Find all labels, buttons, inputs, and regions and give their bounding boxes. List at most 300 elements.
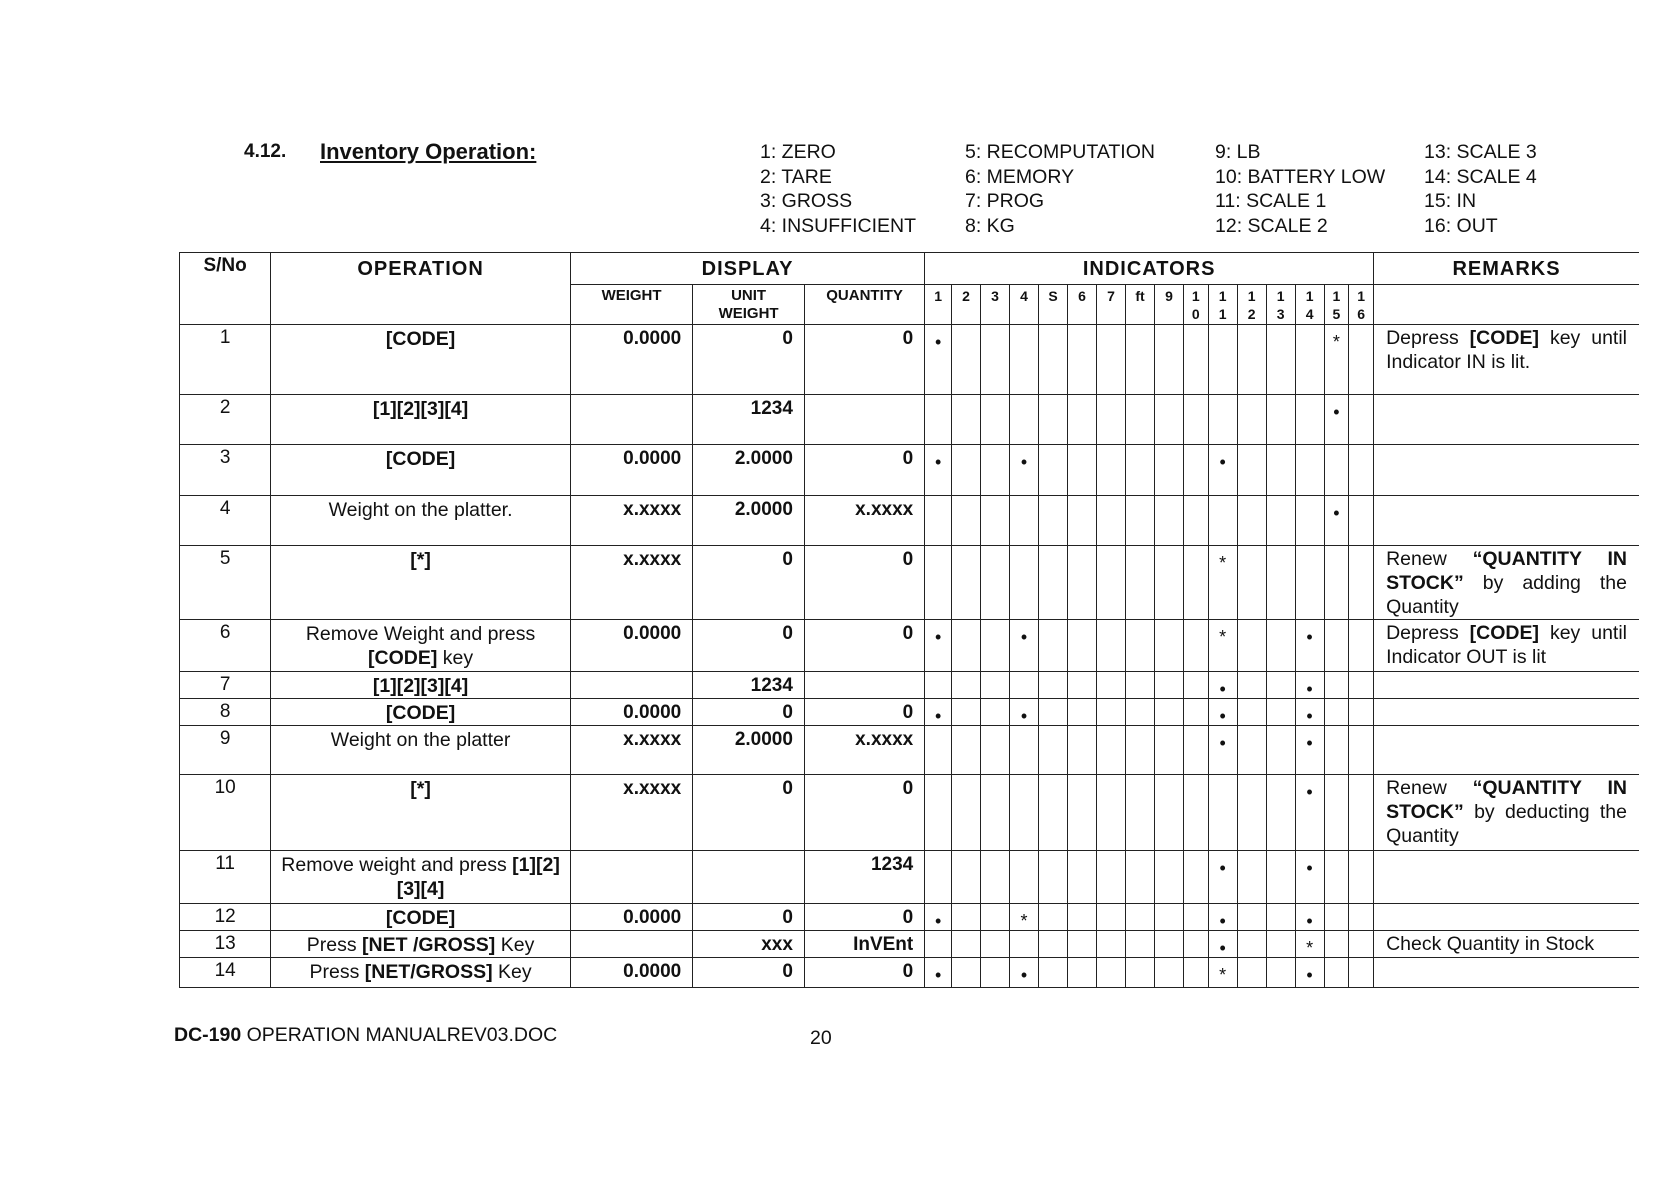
row-sno: 13 bbox=[180, 931, 271, 958]
operation-key: [1][2][3][4] bbox=[372, 675, 469, 697]
row-indicator-8 bbox=[1125, 325, 1154, 395]
row-indicator-4 bbox=[1010, 851, 1039, 904]
row-indicator-13 bbox=[1266, 445, 1295, 496]
row-display-unit: 0 bbox=[693, 546, 805, 620]
row-indicator-12 bbox=[1237, 672, 1266, 699]
header-unit-weight-line2: WEIGHT bbox=[718, 305, 779, 322]
row-indicator-5 bbox=[1039, 931, 1068, 958]
remarks-text: by deducting the Quantity bbox=[1386, 801, 1627, 847]
row-indicator-9 bbox=[1154, 546, 1183, 620]
row-indicator-15 bbox=[1324, 726, 1349, 775]
row-operation bbox=[271, 496, 571, 546]
row-indicator-14: • bbox=[1295, 726, 1324, 775]
row-indicator-15 bbox=[1324, 699, 1349, 726]
remarks-text: key until Indicator IN is lit. bbox=[1386, 327, 1628, 373]
header-indicator-digit: 6 bbox=[1357, 306, 1366, 322]
row-indicator-5 bbox=[1039, 546, 1068, 620]
row-indicator-6 bbox=[1068, 325, 1097, 395]
row-operation bbox=[271, 699, 571, 726]
row-indicator-13 bbox=[1266, 775, 1295, 851]
operation-key: [CODE] bbox=[385, 328, 456, 350]
row-remarks bbox=[1374, 325, 1639, 395]
row-indicator-3 bbox=[981, 726, 1010, 775]
row-display-qty: 0 bbox=[804, 904, 924, 931]
row-operation bbox=[271, 620, 571, 672]
row-indicator-3 bbox=[981, 445, 1010, 496]
table-row bbox=[180, 851, 1640, 904]
operation-text: Weight on the platter bbox=[330, 729, 511, 751]
legend-item: 4: INSUFFICIENT bbox=[760, 214, 917, 237]
row-indicator-5 bbox=[1039, 672, 1068, 699]
row-indicator-4: • bbox=[1010, 958, 1039, 988]
row-indicator-1 bbox=[925, 546, 952, 620]
row-indicator-6 bbox=[1068, 726, 1097, 775]
header-indicator-2 bbox=[952, 285, 981, 325]
row-indicator-15 bbox=[1324, 851, 1349, 904]
row-indicator-8 bbox=[1125, 496, 1154, 546]
row-indicator-16 bbox=[1349, 958, 1374, 988]
header-indicator-15 bbox=[1324, 285, 1349, 325]
row-display-weight: 0.0000 bbox=[570, 958, 692, 988]
row-indicator-14: • bbox=[1295, 851, 1324, 904]
legend-item: 7: PROG bbox=[965, 190, 1045, 212]
row-indicator-13 bbox=[1266, 620, 1295, 672]
row-display-qty: 0 bbox=[804, 445, 924, 496]
row-indicator-14: • bbox=[1295, 775, 1324, 851]
header-indicator-1 bbox=[925, 285, 952, 325]
row-indicator-16 bbox=[1349, 546, 1374, 620]
row-remarks bbox=[1374, 546, 1639, 620]
row-indicator-9 bbox=[1154, 672, 1183, 699]
row-indicator-9 bbox=[1154, 851, 1183, 904]
remarks-text: Renew bbox=[1386, 548, 1473, 570]
row-indicator-14: • bbox=[1295, 958, 1324, 988]
row-indicator-3 bbox=[981, 904, 1010, 931]
operation-text: Weight on the platter. bbox=[328, 499, 513, 521]
row-indicator-8 bbox=[1125, 851, 1154, 904]
row-indicator-16 bbox=[1349, 325, 1374, 395]
row-indicator-15 bbox=[1324, 775, 1349, 851]
operation-key: [CODE] bbox=[385, 448, 456, 470]
operation-key: [CODE] bbox=[368, 647, 438, 669]
header-indicator-8 bbox=[1125, 285, 1154, 325]
header-display: DISPLAY bbox=[570, 253, 924, 285]
operation-text: Remove weight and press bbox=[281, 854, 513, 876]
row-indicator-4 bbox=[1010, 325, 1039, 395]
row-indicator-9 bbox=[1154, 958, 1183, 988]
row-indicator-2 bbox=[952, 620, 981, 672]
header-indicator-14 bbox=[1295, 285, 1324, 325]
operation-key: [CODE] bbox=[385, 907, 456, 929]
row-sno: 9 bbox=[180, 726, 271, 775]
header-indicator-digit: 1 bbox=[934, 288, 943, 304]
row-indicator-2 bbox=[952, 672, 981, 699]
row-indicator-8 bbox=[1125, 931, 1154, 958]
legend-item: 10: BATTERY LOW bbox=[1215, 165, 1386, 188]
row-operation bbox=[271, 395, 571, 445]
row-indicator-5 bbox=[1039, 445, 1068, 496]
row-indicator-14: • bbox=[1295, 904, 1324, 931]
row-indicator-7 bbox=[1097, 546, 1126, 620]
row-indicator-8 bbox=[1125, 445, 1154, 496]
row-sno: 5 bbox=[180, 546, 271, 620]
row-indicator-12 bbox=[1237, 851, 1266, 904]
row-indicator-6 bbox=[1068, 851, 1097, 904]
remarks-key: “QUANTITY IN STOCK” bbox=[1386, 548, 1627, 594]
row-indicator-8 bbox=[1125, 726, 1154, 775]
legend-column-1 bbox=[760, 140, 916, 238]
row-remarks bbox=[1374, 851, 1639, 904]
row-indicator-7 bbox=[1097, 699, 1126, 726]
header-indicator-digit: 1 bbox=[1218, 306, 1227, 322]
remarks-text: Renew bbox=[1386, 777, 1473, 799]
row-indicator-7 bbox=[1097, 395, 1126, 445]
header-indicators: INDICATORS bbox=[925, 253, 1374, 285]
row-indicator-1: • bbox=[925, 445, 952, 496]
row-display-qty: InVEnt bbox=[804, 931, 924, 958]
header-indicator-digit: 9 bbox=[1165, 288, 1173, 304]
row-indicator-13 bbox=[1266, 325, 1295, 395]
operation-key: [NET /GROSS] bbox=[362, 934, 496, 956]
row-display-weight bbox=[570, 395, 692, 445]
row-indicator-1: • bbox=[925, 958, 952, 988]
header-indicator-digit: 1 bbox=[1357, 288, 1366, 304]
table-row bbox=[180, 699, 1640, 726]
header-indicator-9 bbox=[1154, 285, 1183, 325]
row-indicator-3 bbox=[981, 958, 1010, 988]
operation-key: [*] bbox=[410, 549, 431, 571]
row-indicator-3 bbox=[981, 851, 1010, 904]
row-indicator-13 bbox=[1266, 699, 1295, 726]
operation-text: Remove Weight and press bbox=[305, 623, 536, 645]
row-indicator-2 bbox=[952, 325, 981, 395]
row-indicator-12 bbox=[1237, 395, 1266, 445]
row-sno: 3 bbox=[180, 445, 271, 496]
row-indicator-10 bbox=[1183, 325, 1208, 395]
row-indicator-9 bbox=[1154, 620, 1183, 672]
remarks-text: Depress bbox=[1386, 327, 1470, 349]
table-row bbox=[180, 496, 1640, 546]
row-indicator-4: * bbox=[1010, 904, 1039, 931]
header-indicator-digit: 2 bbox=[1247, 306, 1256, 322]
row-indicator-2 bbox=[952, 726, 981, 775]
row-indicator-10 bbox=[1183, 958, 1208, 988]
header-indicator-digit: 1 bbox=[1191, 288, 1200, 304]
row-indicator-14: • bbox=[1295, 620, 1324, 672]
row-indicator-13 bbox=[1266, 496, 1295, 546]
row-sno: 2 bbox=[180, 395, 271, 445]
row-display-weight: x.xxxx bbox=[570, 775, 692, 851]
row-indicator-3 bbox=[981, 546, 1010, 620]
row-sno: 10 bbox=[180, 775, 271, 851]
table-row bbox=[180, 931, 1640, 958]
row-display-weight: 0.0000 bbox=[570, 620, 692, 672]
row-indicator-1: • bbox=[925, 325, 952, 395]
header-indicator-digit: 5 bbox=[1332, 306, 1341, 322]
row-indicator-11 bbox=[1208, 395, 1237, 445]
row-indicator-12 bbox=[1237, 931, 1266, 958]
legend-item: 8: KG bbox=[965, 214, 1015, 237]
row-indicator-1: • bbox=[925, 904, 952, 931]
row-indicator-15 bbox=[1324, 931, 1349, 958]
operation-text: Key bbox=[495, 934, 535, 956]
row-indicator-9 bbox=[1154, 496, 1183, 546]
row-indicator-9 bbox=[1154, 726, 1183, 775]
row-display-unit: 2.0000 bbox=[693, 445, 805, 496]
row-indicator-10 bbox=[1183, 851, 1208, 904]
row-display-unit: 0 bbox=[693, 775, 805, 851]
row-indicator-6 bbox=[1068, 546, 1097, 620]
footer-doc-title: OPERATION MANUALREV03.DOC bbox=[246, 1024, 558, 1046]
row-indicator-3 bbox=[981, 620, 1010, 672]
row-indicator-16 bbox=[1349, 672, 1374, 699]
row-display-unit: 0 bbox=[693, 620, 805, 672]
row-indicator-15 bbox=[1324, 546, 1349, 620]
row-indicator-11 bbox=[1208, 325, 1237, 395]
header-indicator-16 bbox=[1349, 285, 1374, 325]
row-indicator-3 bbox=[981, 699, 1010, 726]
row-indicator-13 bbox=[1266, 546, 1295, 620]
row-indicator-11: • bbox=[1208, 931, 1237, 958]
row-indicator-5 bbox=[1039, 958, 1068, 988]
remarks-text: by adding the Quantity bbox=[1386, 572, 1627, 618]
row-sno: 6 bbox=[180, 620, 271, 672]
legend-column-3 bbox=[1215, 140, 1385, 238]
operation-key: [1][2][3][4] bbox=[396, 854, 560, 900]
row-display-qty: x.xxxx bbox=[804, 726, 924, 775]
row-indicator-13 bbox=[1266, 726, 1295, 775]
row-display-unit: 2.0000 bbox=[693, 496, 805, 546]
row-indicator-2 bbox=[952, 496, 981, 546]
row-indicator-14 bbox=[1295, 546, 1324, 620]
row-indicator-10 bbox=[1183, 699, 1208, 726]
row-indicator-10 bbox=[1183, 546, 1208, 620]
row-indicator-10 bbox=[1183, 726, 1208, 775]
row-indicator-11: • bbox=[1208, 726, 1237, 775]
row-indicator-11: • bbox=[1208, 672, 1237, 699]
row-indicator-10 bbox=[1183, 620, 1208, 672]
header-indicator-digit: 3 bbox=[1276, 306, 1285, 322]
row-indicator-1 bbox=[925, 672, 952, 699]
operation-text: Key bbox=[492, 961, 532, 983]
row-operation bbox=[271, 325, 571, 395]
row-indicator-11: * bbox=[1208, 958, 1237, 988]
remarks-text: Check Quantity in Stock bbox=[1386, 933, 1595, 955]
row-indicator-6 bbox=[1068, 672, 1097, 699]
legend-item: 11: SCALE 1 bbox=[1215, 190, 1327, 212]
header-indicator-12 bbox=[1237, 285, 1266, 325]
row-indicator-5 bbox=[1039, 775, 1068, 851]
row-indicator-7 bbox=[1097, 726, 1126, 775]
row-indicator-14 bbox=[1295, 445, 1324, 496]
footer-doc-code: DC-190 bbox=[174, 1024, 242, 1046]
row-display-unit: 0 bbox=[693, 325, 805, 395]
section-number: 4.12. bbox=[244, 141, 287, 162]
row-indicator-1: • bbox=[925, 699, 952, 726]
header-indicator-digit: S bbox=[1048, 288, 1058, 304]
header-indicator-digit: 1 bbox=[1218, 288, 1227, 304]
row-indicator-6 bbox=[1068, 699, 1097, 726]
row-operation bbox=[271, 775, 571, 851]
row-remarks bbox=[1374, 775, 1639, 851]
row-indicator-5 bbox=[1039, 699, 1068, 726]
row-sno: 8 bbox=[180, 699, 271, 726]
row-indicator-1 bbox=[925, 726, 952, 775]
row-indicator-8 bbox=[1125, 699, 1154, 726]
remarks-key: [CODE] bbox=[1469, 622, 1539, 644]
row-remarks bbox=[1374, 904, 1639, 931]
row-indicator-7 bbox=[1097, 904, 1126, 931]
row-indicator-8 bbox=[1125, 395, 1154, 445]
row-indicator-8 bbox=[1125, 546, 1154, 620]
row-operation bbox=[271, 958, 571, 988]
row-indicator-4: • bbox=[1010, 699, 1039, 726]
page-number: 20 bbox=[810, 1027, 832, 1049]
row-indicator-7 bbox=[1097, 672, 1126, 699]
table-row bbox=[180, 325, 1640, 395]
row-indicator-10 bbox=[1183, 445, 1208, 496]
row-indicator-8 bbox=[1125, 904, 1154, 931]
row-indicator-14: • bbox=[1295, 672, 1324, 699]
row-indicator-11 bbox=[1208, 496, 1237, 546]
header-sno: S/No bbox=[180, 253, 271, 325]
row-indicator-6 bbox=[1068, 931, 1097, 958]
row-indicator-10 bbox=[1183, 931, 1208, 958]
legend-item: 14: SCALE 4 bbox=[1424, 165, 1537, 188]
row-indicator-15 bbox=[1324, 904, 1349, 931]
row-indicator-11: • bbox=[1208, 699, 1237, 726]
row-sno: 12 bbox=[180, 904, 271, 931]
row-remarks bbox=[1374, 958, 1639, 988]
row-indicator-14 bbox=[1295, 395, 1324, 445]
table-row bbox=[180, 620, 1640, 672]
row-display-unit: 2.0000 bbox=[693, 726, 805, 775]
legend-item: 16: OUT bbox=[1424, 214, 1498, 237]
row-indicator-3 bbox=[981, 931, 1010, 958]
row-display-unit: 1234 bbox=[693, 672, 805, 699]
row-display-qty bbox=[804, 395, 924, 445]
row-indicator-7 bbox=[1097, 958, 1126, 988]
row-indicator-10 bbox=[1183, 672, 1208, 699]
legend-item: 6: MEMORY bbox=[965, 165, 1075, 188]
row-indicator-4: • bbox=[1010, 445, 1039, 496]
row-remarks bbox=[1374, 395, 1639, 445]
row-display-weight: 0.0000 bbox=[570, 325, 692, 395]
row-indicator-16 bbox=[1349, 445, 1374, 496]
row-indicator-8 bbox=[1125, 958, 1154, 988]
row-indicator-4 bbox=[1010, 775, 1039, 851]
row-display-unit: xxx bbox=[693, 931, 805, 958]
row-indicator-6 bbox=[1068, 775, 1097, 851]
row-sno: 1 bbox=[180, 325, 271, 395]
remarks-text: key until Indicator OUT is lit bbox=[1386, 622, 1628, 668]
row-indicator-16 bbox=[1349, 496, 1374, 546]
header-unit-weight-line1: UNIT bbox=[731, 287, 767, 304]
table-row bbox=[180, 395, 1640, 445]
row-indicator-1 bbox=[925, 395, 952, 445]
inventory-operation-table bbox=[179, 252, 1639, 988]
header-indicator-7 bbox=[1097, 285, 1126, 325]
row-indicator-11: * bbox=[1208, 620, 1237, 672]
row-indicator-2 bbox=[952, 904, 981, 931]
row-indicator-11: • bbox=[1208, 904, 1237, 931]
row-display-weight: 0.0000 bbox=[570, 445, 692, 496]
header-indicator-digit: 6 bbox=[1078, 288, 1086, 304]
row-sno: 7 bbox=[180, 672, 271, 699]
row-indicator-3 bbox=[981, 325, 1010, 395]
row-display-weight: 0.0000 bbox=[570, 699, 692, 726]
row-indicator-11: * bbox=[1208, 546, 1237, 620]
row-indicator-9 bbox=[1154, 775, 1183, 851]
row-indicator-12 bbox=[1237, 699, 1266, 726]
row-indicator-2 bbox=[952, 445, 981, 496]
row-indicator-2 bbox=[952, 775, 981, 851]
operation-key: [1][2][3][4] bbox=[372, 398, 469, 420]
row-display-weight bbox=[570, 931, 692, 958]
row-indicator-12 bbox=[1237, 325, 1266, 395]
row-indicator-6 bbox=[1068, 496, 1097, 546]
section-title: Inventory Operation: bbox=[320, 139, 537, 164]
operation-text: Press bbox=[309, 961, 365, 983]
header-remarks: REMARKS bbox=[1374, 253, 1639, 285]
row-indicator-12 bbox=[1237, 726, 1266, 775]
row-indicator-1 bbox=[925, 496, 952, 546]
row-indicator-12 bbox=[1237, 546, 1266, 620]
row-display-qty: 0 bbox=[804, 775, 924, 851]
header-weight: WEIGHT bbox=[570, 285, 692, 325]
row-indicator-6 bbox=[1068, 958, 1097, 988]
header-indicator-digit: 1 bbox=[1247, 288, 1256, 304]
row-indicator-15 bbox=[1324, 445, 1349, 496]
row-operation bbox=[271, 672, 571, 699]
legend-column-2 bbox=[965, 140, 1155, 238]
header-indicator-digit: 1 bbox=[1332, 288, 1341, 304]
table-row bbox=[180, 546, 1640, 620]
row-indicator-12 bbox=[1237, 775, 1266, 851]
row-indicator-14: • bbox=[1295, 699, 1324, 726]
row-indicator-12 bbox=[1237, 496, 1266, 546]
row-indicator-2 bbox=[952, 395, 981, 445]
row-display-weight: x.xxxx bbox=[570, 496, 692, 546]
legend-item: 5: RECOMPUTATION bbox=[965, 141, 1155, 163]
row-display-qty: 0 bbox=[804, 699, 924, 726]
row-indicator-14 bbox=[1295, 496, 1324, 546]
row-indicator-16 bbox=[1349, 726, 1374, 775]
row-indicator-16 bbox=[1349, 775, 1374, 851]
row-indicator-6 bbox=[1068, 395, 1097, 445]
row-indicator-15: • bbox=[1324, 496, 1349, 546]
table-row bbox=[180, 904, 1640, 931]
row-indicator-2 bbox=[952, 851, 981, 904]
row-remarks bbox=[1374, 445, 1639, 496]
table-row bbox=[180, 775, 1640, 851]
row-indicator-16 bbox=[1349, 904, 1374, 931]
row-indicator-6 bbox=[1068, 445, 1097, 496]
row-indicator-16 bbox=[1349, 851, 1374, 904]
row-indicator-11: • bbox=[1208, 851, 1237, 904]
row-indicator-11: • bbox=[1208, 445, 1237, 496]
legend-item: 13: SCALE 3 bbox=[1424, 141, 1537, 163]
header-indicator-digit: 3 bbox=[991, 288, 999, 304]
row-indicator-11 bbox=[1208, 775, 1237, 851]
row-display-qty: 0 bbox=[804, 546, 924, 620]
row-display-unit: 1234 bbox=[693, 395, 805, 445]
row-operation bbox=[271, 851, 571, 904]
header-indicator-digit: 4 bbox=[1020, 288, 1028, 304]
operation-key: [*] bbox=[410, 778, 431, 800]
row-indicator-9 bbox=[1154, 395, 1183, 445]
header-indicator-digit: 1 bbox=[1276, 288, 1285, 304]
